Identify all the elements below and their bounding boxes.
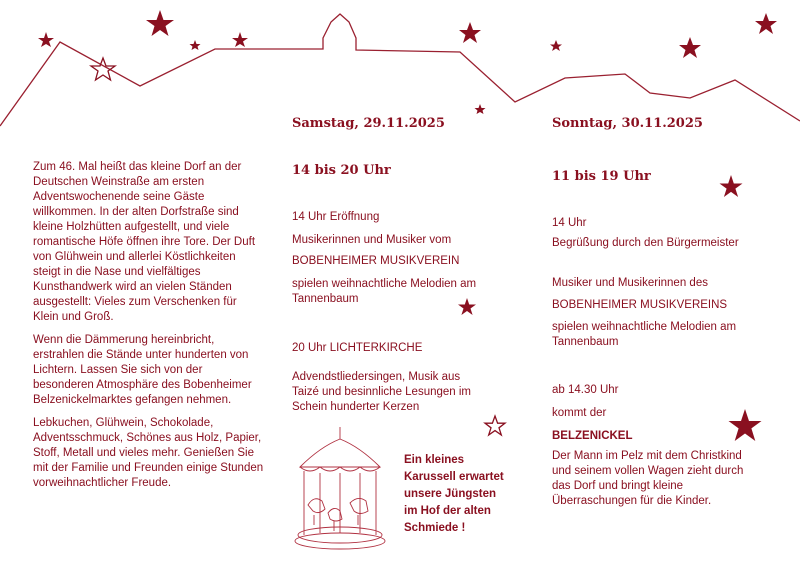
star-icon <box>727 408 763 444</box>
sunday-belzenickel-desc: Der Mann im Pelz mit dem Christkind und seinem vollen Wagen zieht durch das Dorf und bringt kleine Überraschungen für die Kinder. <box>552 450 744 507</box>
saturday-musicians-intro: Musikerinnen und Musiker vom <box>292 234 452 246</box>
sunday-hours: 11 bis 19 Uhr <box>552 169 651 184</box>
saturday-date: Samstag, 29.11.2025 <box>292 116 445 131</box>
star-icon <box>718 174 744 200</box>
sunday-belzenickel: BELZENICKEL <box>552 430 633 442</box>
saturday-band: BOBENHEIMER MUSIKVEREIN <box>292 255 460 267</box>
saturday-hours: 14 bis 20 Uhr <box>292 163 391 178</box>
sunday-melodies: spielen weihnachtliche Melodien am Tannenbaum <box>552 321 737 348</box>
intro-text <box>33 160 265 499</box>
sunday-musicians-intro: Musiker und Musikerinnen des <box>552 277 708 289</box>
star-icon <box>550 40 562 51</box>
carousel-icon <box>290 425 390 550</box>
intro-paragraph: Zum 46. Mal heißt das kleine Dorf an der Deutschen Weinstraße am ersten Adventswochenende seine Gäste willkommen. In der alten Dorfstraße sind kleine Holzhütten aufgestellt, und viele romantische Höfe öffnen ihre Tore. Der Duft von Glühwein und allerlei Köstlichkeiten steigt in die Nase und vielfältiges Kunsthandwerk wird an vielen Ständen ausgestellt: Vieles zum Verschenken für Klein und Groß. <box>33 161 256 323</box>
star-icon <box>755 13 777 34</box>
moon-icon <box>405 30 444 66</box>
sunday-comes: kommt der <box>552 407 607 419</box>
sunday-greeting: Begrüßung durch den Bürgermeister <box>552 237 739 249</box>
saturday-carousel-text: Ein kleines Karussell erwartet unsere Jüngsten im Hof der alten Schmiede ! <box>404 454 504 534</box>
saturday-opening: 14 Uhr Eröffnung <box>292 211 380 223</box>
star-icon <box>38 32 54 47</box>
star-icon <box>459 22 481 43</box>
star-icon <box>190 40 201 50</box>
star-icon <box>475 104 486 114</box>
sunday-time2: ab 14.30 Uhr <box>552 384 619 396</box>
saturday-church-desc: Advendstliedersingen, Musik aus Taizé und besinnliche Lesungen im Schein hunderter Kerzen <box>292 371 472 413</box>
star-icon <box>146 10 174 36</box>
intro-paragraph: Wenn die Dämmerung hereinbricht, erstrahlen die Stände unter hunderten von Lichtern. Lassen Sie sich von der besonderen Atmosphäre des Bobenheimer Belzenickelmarktes gefangen nehmen. <box>33 334 252 406</box>
saturday-melodies: spielen weihnachtliche Melodien am Tannenbaum <box>292 278 477 305</box>
intro-paragraph: Lebkuchen, Glühwein, Schokolade, Adventsschmuck, Schönes aus Holz, Papier, Stoff, Metall und vieles mehr. Genießen Sie mit der Familie und Freunden einige Stunden vorweihnachtlicher Freude. <box>33 417 264 489</box>
sunday-date: Sonntag, 30.11.2025 <box>552 116 703 131</box>
skyline-outline <box>0 14 800 126</box>
star-icon <box>232 32 248 47</box>
saturday-church: 20 Uhr LICHTERKIRCHE <box>292 342 423 354</box>
star-icon <box>483 414 507 438</box>
sunday-time1: 14 Uhr <box>552 217 587 229</box>
star-icon <box>457 297 477 317</box>
sunday-band: BOBENHEIMER MUSIKVEREINS <box>552 299 728 311</box>
star-icon <box>679 37 701 58</box>
